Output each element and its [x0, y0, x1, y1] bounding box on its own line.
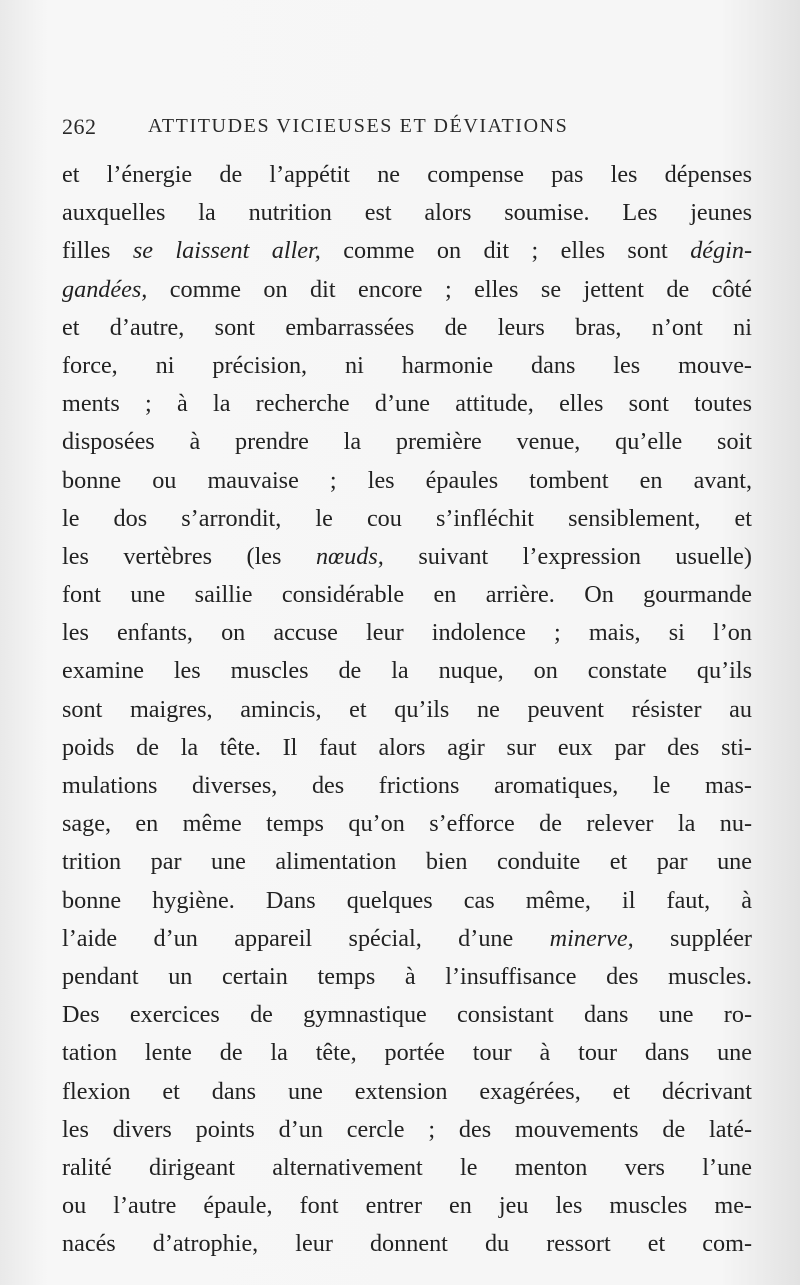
text-line [62, 309, 752, 347]
text-segment: et l’énergie de l’appétit ne compense pas les dépenses [62, 161, 752, 188]
text-segment: flexion et dans une extension exagérées, et décrivant [62, 1077, 752, 1105]
running-header [60, 114, 750, 146]
text-line [62, 996, 752, 1034]
text-line [62, 1149, 752, 1187]
text-line [62, 843, 752, 881]
text-line [62, 729, 752, 767]
text-line [62, 1111, 752, 1149]
text-line [62, 767, 752, 805]
text-segment: suppléer [633, 924, 752, 952]
text-line [62, 920, 752, 958]
italic-text-segment: minerve, [549, 924, 634, 952]
text-segment: suivant l’expression usuelle) [383, 542, 752, 570]
text-segment: le dos s’arrondit, le cou s’infléchit sensiblement, et [62, 504, 752, 532]
text-segment: sage, en même temps qu’on s’efforce de relever la nu- [62, 810, 752, 838]
text-line [62, 614, 752, 652]
text-line [62, 194, 752, 232]
text-segment: font une saillie considérable en arrière. On gourmande [62, 581, 752, 609]
text-line [62, 385, 752, 423]
italic-text-segment: gandées, [62, 275, 148, 303]
text-line [62, 652, 752, 690]
text-segment: examine les muscles de la nuque, on constate qu’ils [62, 657, 752, 685]
text-segment: tation lente de la tête, portée tour à tour dans une [62, 1039, 752, 1067]
text-segment: disposées à prendre la première venue, qu’elle soit [62, 428, 752, 456]
text-line [62, 156, 752, 194]
text-segment: ralité dirigeant alternativement le menton vers l’une [62, 1153, 752, 1181]
text-segment: nacés d’atrophie, leur donnent du ressort et com- [62, 1230, 752, 1258]
text-segment: comme on dit encore ; elles se jettent de côté [147, 275, 752, 303]
text-line [62, 691, 752, 729]
text-segment: sont maigres, amincis, et qu’ils ne peuvent résister au [62, 695, 752, 723]
text-segment: Des exercices de gymnastique consistant dans une ro- [62, 1001, 752, 1029]
text-line [62, 500, 752, 538]
text-line [62, 1187, 752, 1225]
text-segment: ou l’autre épaule, font entrer en jeu les muscles me- [62, 1192, 752, 1220]
text-segment: et d’autre, sont embarrassées de leurs bras, n’ont ni [62, 313, 752, 341]
text-line [62, 576, 752, 614]
text-segment: les vertèbres (les [62, 542, 316, 570]
text-segment: les enfants, on accuse leur indolence ; mais, si l’on [62, 619, 752, 647]
text-segment: mulations diverses, des frictions aromatiques, le mas- [62, 772, 752, 799]
running-title: ATTITUDES VICIEUSES ET DÉVIATIONS [148, 115, 569, 137]
page-number: 262 [62, 114, 97, 139]
text-segment: les divers points d’un cercle ; des mouvements de laté- [62, 1115, 752, 1143]
text-line [62, 462, 752, 500]
text-line [62, 538, 752, 576]
text-segment: force, ni précision, ni harmonie dans les mouve- [62, 351, 752, 379]
text-segment: bonne hygiène. Dans quelques cas même, il faut, à [62, 886, 752, 914]
body-text [62, 156, 752, 1263]
text-segment: comme on dit ; elles sont [320, 237, 691, 265]
text-segment: poids de la tête. Il faut alors agir sur eux par des sti- [62, 733, 752, 761]
text-segment: filles [62, 237, 133, 265]
text-segment: trition par une alimentation bien conduite et par une [62, 848, 752, 876]
text-segment: l’aide d’un appareil spécial, d’une [62, 924, 550, 952]
text-segment: auxquelles la nutrition est alors soumise. Les jeunes [62, 199, 752, 227]
text-line [62, 1034, 752, 1072]
text-segment: pendant un certain temps à l’insuffisance des muscles. [62, 962, 752, 990]
text-segment: ments ; à la recherche d’une attitude, elles sont toutes [62, 390, 752, 418]
text-segment: bonne ou mauvaise ; les épaules tombent en avant, [62, 466, 752, 494]
text-line [62, 1225, 752, 1263]
text-line [62, 1073, 752, 1111]
italic-text-segment: nœuds, [315, 542, 384, 570]
italic-text-segment: se laissent aller, [132, 237, 321, 265]
text-line [62, 805, 752, 843]
text-line [62, 347, 752, 385]
text-line [62, 232, 752, 270]
text-line [62, 882, 752, 920]
text-line [62, 958, 752, 996]
italic-text-segment: dégin- [690, 237, 752, 265]
text-line [62, 423, 752, 461]
text-line [62, 271, 752, 309]
